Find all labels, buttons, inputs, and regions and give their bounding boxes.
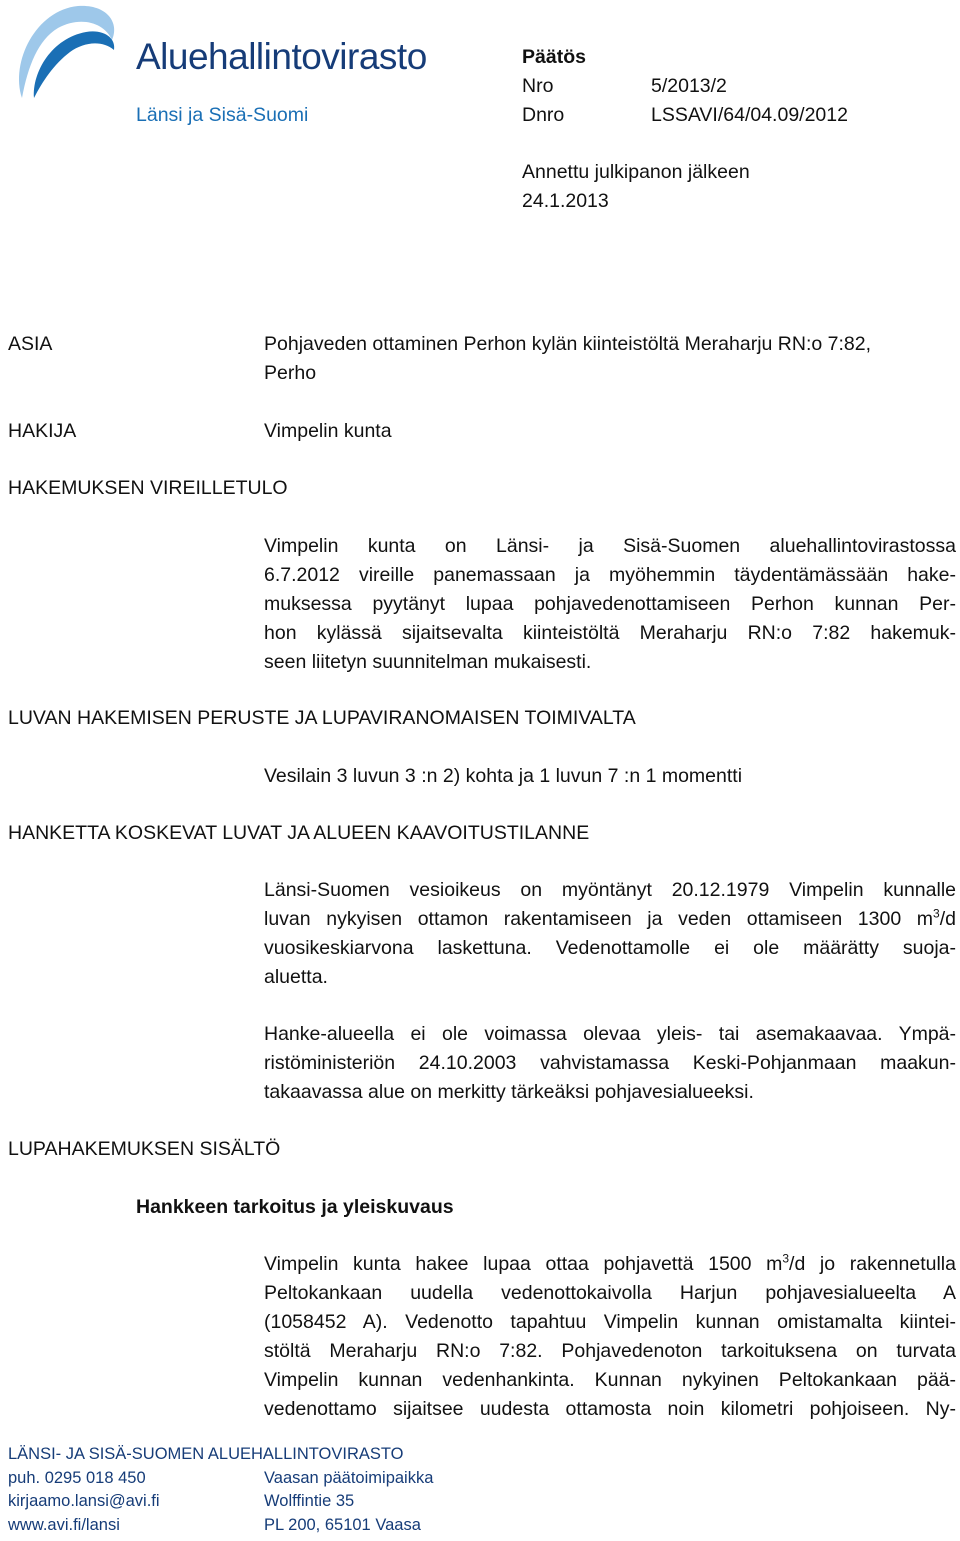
footer-office: Vaasan päätoimipaikka	[264, 1469, 434, 1487]
paragraph-line	[264, 1250, 956, 1279]
paragraph-line: aluetta.	[264, 966, 328, 988]
line-text: /d	[939, 908, 956, 930]
footer-postal: PL 200, 65101 Vaasa	[264, 1516, 421, 1534]
peruste-label: LUVAN HAKEMISEN PERUSTE JA LUPAVIRANOMAISEN TOIMIVALTA	[8, 707, 636, 729]
hakija-value: Vimpelin kunta	[264, 420, 392, 442]
paragraph-line: stöltä Meraharju RN:o 7:82. Pohjavedenoton tarkoituksena on turvata	[264, 1340, 956, 1362]
asia-text-line: Perho	[264, 362, 317, 384]
footer-web-link[interactable]: www.avi.fi/lansi	[8, 1516, 120, 1534]
logo	[8, 2, 427, 102]
sisalto-label: LUPAHAKEMUKSEN SISÄLTÖ	[8, 1138, 281, 1160]
line-text: /d jo rakennetulla	[789, 1253, 956, 1275]
superscript: 3	[933, 906, 940, 921]
paragraph-line	[264, 905, 956, 934]
issued-note: Annettu julkipanon jälkeen	[522, 161, 750, 183]
paragraph-line: seen liitetyn suunnitelman mukaisesti.	[264, 651, 592, 673]
dnro-label: Dnro	[522, 104, 565, 126]
paragraph-line: muksessa pyytänyt lupaa pohjavedenottamiseen Perhon kunnan Per-	[264, 593, 956, 615]
logo-wordmark: Aluehallintovirasto	[136, 36, 427, 77]
tarkoitus-paragraph	[264, 1250, 956, 1424]
paragraph-line: (1058452 A). Vedenotto tapahtuu Vimpelin kunnan omistamalta kiintei-	[264, 1311, 956, 1333]
line-text: Vimpelin kunta hakee lupaa ottaa pohjavettä 1500 m	[264, 1253, 783, 1275]
paragraph-line: Vimpelin kunnan vedenhankinta. Kunnan nykyinen Peltokankaan pää-	[264, 1369, 956, 1391]
peruste-value: Vesilain 3 luvun 3 :n 2) kohta ja 1 luvun 7 :n 1 momentti	[264, 765, 743, 787]
paragraph-line: Vimpelin kunta on Länsi- ja Sisä-Suomen aluehallintovirastossa	[264, 535, 956, 557]
paragraph-line: Peltokankaan uudella vedenottokaivolla Harjun pohjavesialueelta A	[264, 1282, 956, 1304]
region-name: Länsi ja Sisä-Suomi	[136, 104, 309, 126]
dnro-value: LSSAVI/64/04.09/2012	[651, 104, 848, 126]
paragraph-line: 6.7.2012 vireille panemassaan ja myöhemmin täydentämässään hake-	[264, 564, 956, 586]
paragraph-line: hon kylässä sijaitsevalta kiinteistöltä Meraharju RN:o 7:82 hakemuk-	[264, 622, 956, 644]
paragraph-line: vedenottamo sijaitsee uudesta ottamosta noin kilometri pohjoiseen. Ny-	[264, 1398, 956, 1420]
paragraph-line: Hanke-alueella ei ole voimassa olevaa yleis- tai asemakaavaa. Ympä-	[264, 1023, 956, 1045]
logo-emblem-icon	[8, 2, 128, 102]
nro-value: 5/2013/2	[651, 75, 727, 97]
luvat-paragraph-2	[264, 1020, 956, 1107]
hakija-label: HAKIJA	[8, 420, 77, 442]
footer-org: LÄNSI- JA SISÄ-SUOMEN ALUEHALLINTOVIRASTO	[8, 1445, 404, 1463]
footer-email-link[interactable]: kirjaamo.lansi@avi.fi	[8, 1492, 160, 1510]
superscript: 3	[782, 1251, 790, 1266]
paragraph-line: Länsi-Suomen vesioikeus on myöntänyt 20.12.1979 Vimpelin kunnalle	[264, 879, 956, 901]
luvat-label: HANKETTA KOSKEVAT LUVAT JA ALUEEN KAAVOITUSTILANNE	[8, 822, 590, 844]
asia-text-line: Pohjaveden ottaminen Perhon kylän kiinteistöltä Meraharju RN:o 7:82,	[264, 333, 872, 355]
issued-date: 24.1.2013	[522, 190, 609, 212]
paragraph-line: ristöministeriön 24.10.2003 vahvistamassa Keski-Pohjanmaan maakun-	[264, 1052, 956, 1074]
decision-title: Päätös	[522, 46, 586, 68]
footer-street: Wolffintie 35	[264, 1492, 355, 1510]
nro-label: Nro	[522, 75, 554, 97]
footer-phone: puh. 0295 018 450	[8, 1469, 146, 1487]
vireilletulo-label: HAKEMUKSEN VIREILLETULO	[8, 477, 288, 499]
luvat-paragraph-1	[264, 876, 956, 992]
tarkoitus-heading: Hankkeen tarkoitus ja yleiskuvaus	[136, 1196, 454, 1218]
line-text: luvan nykyisen ottamon rakentamiseen ja veden ottamiseen 1300 m	[264, 908, 934, 930]
paragraph-line: takaavassa alue on merkitty tärkeäksi pohjavesialueeksi.	[264, 1081, 754, 1103]
paragraph-line: vuosikeskiarvona laskettuna. Vedenottamolle ei ole määrätty suoja-	[264, 937, 956, 959]
asia-label: ASIA	[8, 333, 53, 355]
vireilletulo-paragraph	[264, 532, 956, 677]
